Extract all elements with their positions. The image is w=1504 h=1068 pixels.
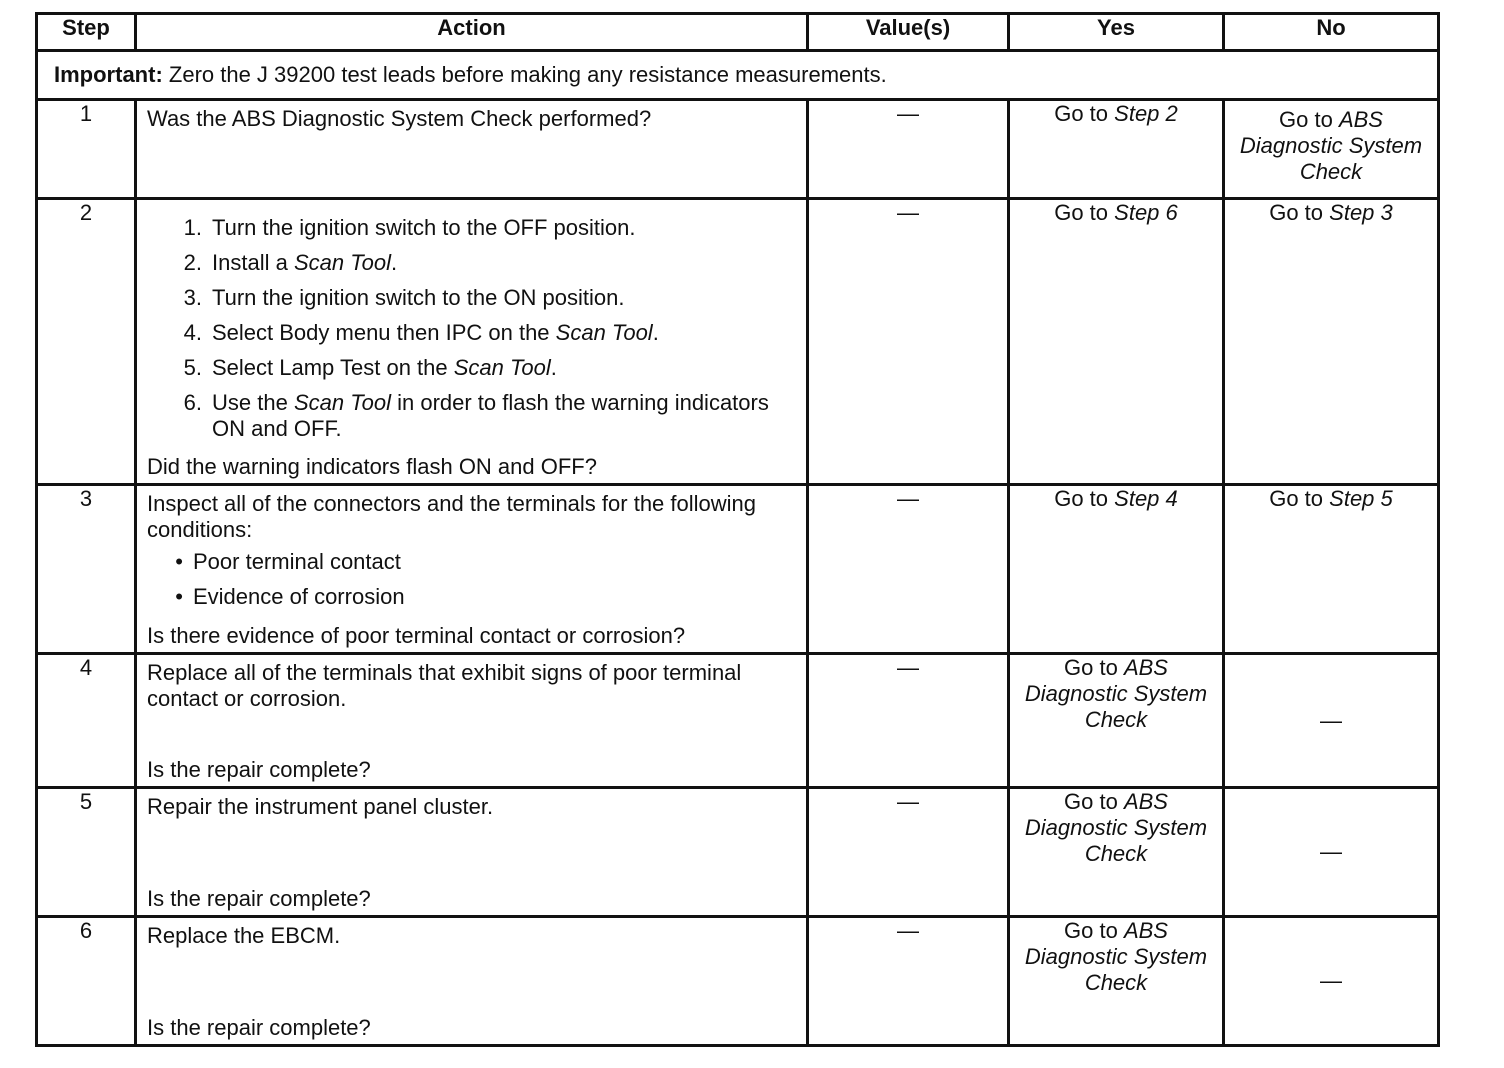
no-outcome: Go to Step 5 [1224, 485, 1439, 654]
list-item: 4. Select Body menu then IPC on the Scan Tool. [183, 320, 659, 345]
list-item: 3. Turn the ignition switch to the ON position. [183, 285, 625, 310]
header-values: Value(s) [808, 14, 1009, 51]
no-dash: — [1320, 839, 1342, 864]
value-cell [808, 100, 1009, 199]
yes-target: Step 6 [1114, 200, 1178, 225]
value-dash: — [897, 486, 919, 511]
yes-outcome: Go to Step 2 [1009, 100, 1224, 199]
action-intro: Inspect all of the connectors and the terminals for the following conditions: [147, 491, 757, 542]
table-row-step-1 [37, 100, 1439, 199]
yes-outcome: Go to ABS Diagnostic System Check [1009, 788, 1224, 917]
no-outcome: Go to Step 3 [1224, 199, 1439, 485]
action-intro: Replace all of the terminals that exhibit signs of poor terminal contact or corrosion. [147, 660, 742, 711]
action-question: Did the warning indicators flash ON and OFF? [147, 454, 597, 479]
table-row-step-2 [37, 199, 1439, 485]
procedure-list [147, 215, 796, 451]
important-row [37, 51, 1439, 100]
action-cell [136, 788, 808, 917]
yes-target: Step 4 [1114, 486, 1178, 511]
important-label: Important: [54, 62, 163, 87]
header-step: Step [37, 14, 136, 51]
action-question: Is the repair complete? [147, 1015, 371, 1040]
list-item: • Evidence of corrosion [175, 584, 405, 609]
action-question: Is there evidence of poor terminal contact or corrosion? [147, 623, 686, 648]
diagnostic-table [35, 12, 1440, 1047]
value-dash: — [897, 918, 919, 943]
no-dash: — [1320, 707, 1342, 733]
list-item: 1. Turn the ignition switch to the OFF position. [183, 215, 636, 240]
yes-target: ABS Diagnostic System Check [1024, 918, 1208, 995]
yes-outcome: Go to Step 4 [1009, 485, 1224, 654]
table-row-step-6 [37, 917, 1439, 1046]
yes-outcome: Go to Step 6 [1009, 199, 1224, 485]
step-number: 1 [37, 100, 136, 199]
value-dash: — [897, 655, 919, 680]
list-item: 5. Select Lamp Test on the Scan Tool. [183, 355, 557, 380]
header-action: Action [136, 14, 808, 51]
value-cell [808, 917, 1009, 1046]
no-outcome: Go to ABS Diagnostic System Check [1224, 100, 1439, 199]
list-item: 6. Use the Scan Tool in order to flash the warning indicators ON and OFF. [183, 390, 769, 441]
yes-outcome: Go to ABS Diagnostic System Check [1009, 654, 1224, 788]
header-yes: Yes [1009, 14, 1224, 51]
list-item: 2. Install a Scan Tool. [183, 250, 398, 275]
no-outcome [1224, 654, 1439, 788]
step-number: 3 [37, 485, 136, 654]
header-row [37, 14, 1439, 51]
header-no: No [1224, 14, 1439, 51]
value-dash: — [897, 200, 919, 225]
no-dash: — [1320, 968, 1342, 993]
value-cell [808, 199, 1009, 485]
table-row-step-3 [37, 485, 1439, 654]
action-cell [136, 654, 808, 788]
yes-outcome: Go to ABS Diagnostic System Check [1009, 917, 1224, 1046]
important-note [37, 51, 1439, 100]
value-cell [808, 788, 1009, 917]
action-question: Is the repair complete? [147, 757, 371, 782]
no-target: Step 5 [1329, 486, 1393, 511]
step-number: 2 [37, 199, 136, 485]
no-outcome [1224, 917, 1439, 1046]
action-cell [136, 199, 808, 485]
yes-target: ABS Diagnostic System Check [1024, 789, 1208, 866]
value-dash: — [897, 789, 919, 814]
action-intro: Replace the EBCM. [147, 923, 341, 948]
condition-list [147, 549, 796, 610]
no-target: Step 3 [1329, 200, 1393, 225]
important-text: Zero the J 39200 test leads before making any resistance measurements. [168, 62, 887, 87]
list-item: • Poor terminal contact [175, 549, 401, 574]
table-row-step-5 [37, 788, 1439, 917]
action-cell [136, 100, 808, 199]
value-dash: — [897, 101, 919, 126]
no-outcome [1224, 788, 1439, 917]
step-number: 4 [37, 654, 136, 788]
table-row-step-4 [37, 654, 1439, 788]
yes-target: Step 2 [1114, 101, 1178, 126]
no-target: ABS Diagnostic System Check [1239, 107, 1423, 184]
action-intro: Repair the instrument panel cluster. [147, 794, 494, 819]
step-number: 6 [37, 917, 136, 1046]
yes-target: ABS Diagnostic System Check [1024, 655, 1208, 732]
step-number: 5 [37, 788, 136, 917]
action-cell [136, 917, 808, 1046]
action-question: Is the repair complete? [147, 886, 371, 911]
action-cell [136, 485, 808, 654]
value-cell [808, 654, 1009, 788]
action-question: Was the ABS Diagnostic System Check performed? [147, 106, 652, 131]
value-cell [808, 485, 1009, 654]
